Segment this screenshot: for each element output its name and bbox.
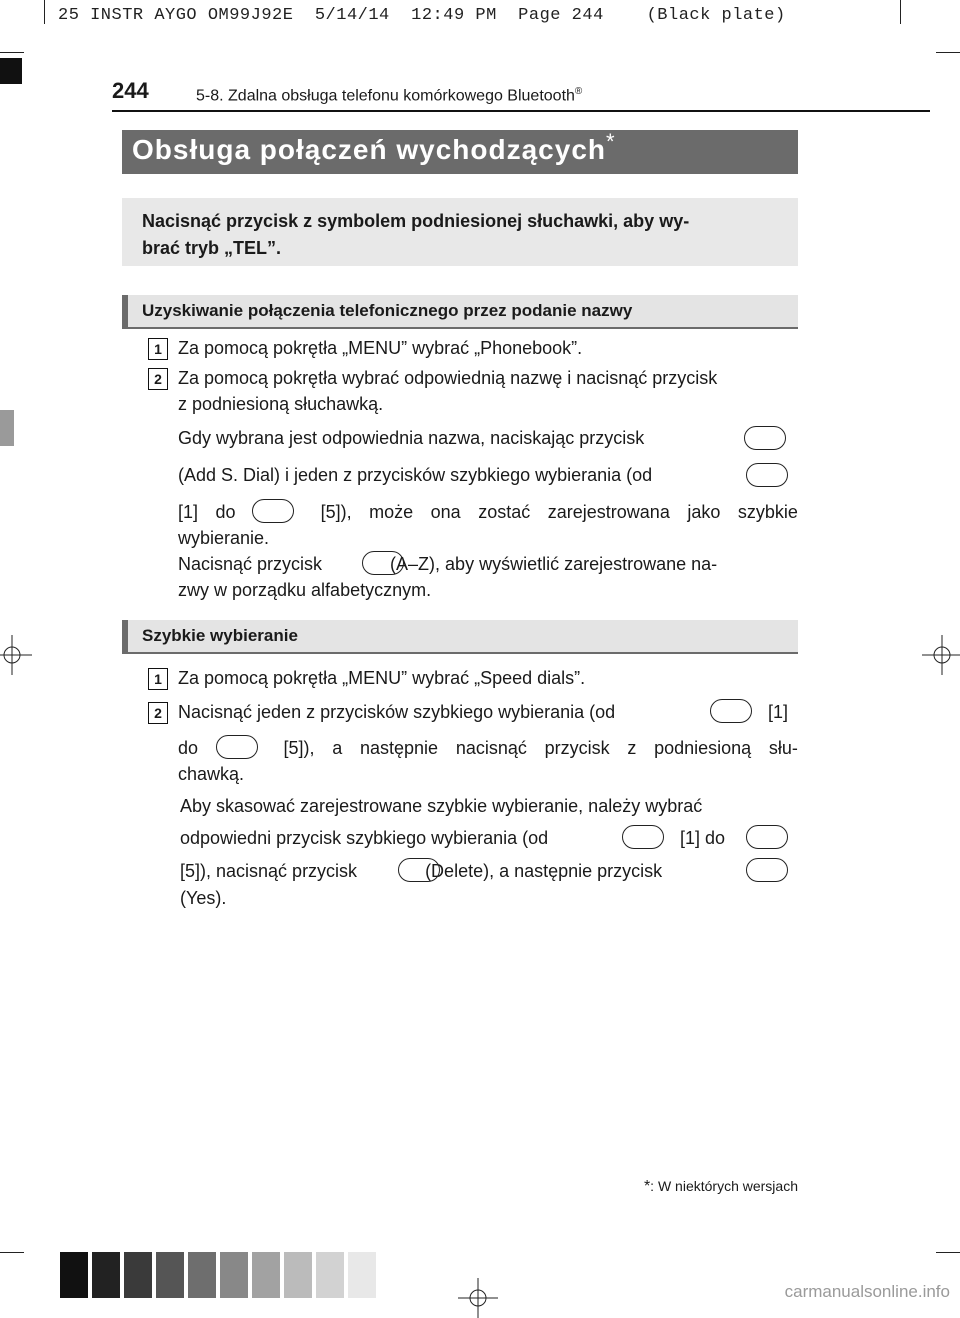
color-swatch [220, 1252, 248, 1298]
button-icon [252, 499, 294, 523]
note-text: Nacisnąć przycisk (A–Z), aby wyświetlić zarejestrowane na- [178, 554, 718, 574]
note-text: [1] do [680, 828, 726, 848]
color-swatch [156, 1252, 184, 1298]
section-heading: Uzyskiwanie połączenia telefonicznego przez podanie nazwy [122, 295, 798, 329]
edge-tab [0, 58, 22, 84]
note-text: zwy w porządku alfabetycznym. [178, 580, 432, 600]
color-swatch [124, 1252, 152, 1298]
color-swatch [284, 1252, 312, 1298]
footnote: *: W niektórych wersjach [643, 1178, 798, 1195]
crop-mark [0, 52, 24, 53]
button-icon [622, 825, 664, 849]
step-text: Nacisnąć jeden z przycisków szybkiego wybierania (od [178, 702, 616, 722]
crop-mark [936, 52, 960, 53]
button-icon [746, 463, 788, 487]
step-text: [1] [768, 702, 789, 722]
step-number: 2 [148, 368, 168, 390]
asterisk-mark: * [606, 129, 616, 154]
registration-mark-icon [922, 635, 960, 675]
step-text: do [5]), a następnie nacisnąć przycisk z podniesioną słu- [178, 738, 798, 758]
button-icon [744, 426, 786, 450]
note-text: Aby skasować zarejestrowane szybkie wybieranie, należy wybrać [180, 796, 703, 816]
button-icon [362, 551, 404, 575]
running-head: 5-8. Zdalna obsługa telefonu komórkowego Bluetooth® [196, 86, 583, 105]
step-text: chawką. [178, 764, 245, 784]
intro-box: Nacisnąć przycisk z symbolem podniesionej słuchawki, aby wy- brać tryb „TEL”. [122, 198, 798, 266]
page-title: Obsługa połączeń wychodzących* [122, 130, 798, 174]
registration-mark-icon [0, 635, 32, 675]
color-swatch [316, 1252, 344, 1298]
note-text: Gdy wybrana jest odpowiednia nazwa, naciskając przycisk [178, 428, 645, 448]
color-swatch [252, 1252, 280, 1298]
note-text: [1] do [5]), może ona zostać zarejestrowana jako szybkie [178, 502, 798, 522]
crop-mark [936, 1252, 960, 1253]
step-text: Za pomocą pokrętła wybrać odpowiednią nazwę i nacisnąć przycisk [178, 368, 718, 388]
color-swatch [60, 1252, 88, 1298]
note-text: (Add S. Dial) i jeden z przycisków szybkiego wybierania (od [178, 465, 653, 485]
button-icon [746, 858, 788, 882]
header-rule [112, 110, 930, 112]
step-number: 1 [148, 338, 168, 360]
step-number: 2 [148, 702, 168, 724]
step-text: Za pomocą pokrętła „MENU” wybrać „Phonebook”. [178, 338, 583, 358]
button-icon [746, 825, 788, 849]
note-text: odpowiedni przycisk szybkiego wybierania (od [180, 828, 549, 848]
color-swatch [348, 1252, 376, 1298]
slug-text: 25 INSTR AYGO OM99J92E 5/14/14 12:49 PM Page 244 (Black plate) [58, 6, 786, 25]
note-text: wybieranie. [178, 528, 270, 548]
edge-tab [0, 410, 14, 446]
page-number: 244 [112, 78, 149, 103]
color-swatch [92, 1252, 120, 1298]
watermark: carmanualsonline.info [784, 1282, 950, 1301]
print-slug [0, 0, 960, 38]
crop-mark [0, 1252, 24, 1253]
button-icon [216, 735, 258, 759]
button-icon [398, 858, 440, 882]
note-text: (Yes). [180, 888, 227, 908]
button-icon [710, 699, 752, 723]
step-number: 1 [148, 668, 168, 690]
registration-mark-icon [458, 1278, 498, 1318]
step-text: z podniesioną słuchawką. [178, 394, 384, 414]
step-text: Za pomocą pokrętła „MENU” wybrać „Speed dials”. [178, 668, 586, 688]
section-heading: Szybkie wybieranie [122, 620, 798, 654]
color-swatch [188, 1252, 216, 1298]
note-text: [5]), nacisnąć przycisk (Delete), a następnie przycisk [180, 861, 663, 881]
